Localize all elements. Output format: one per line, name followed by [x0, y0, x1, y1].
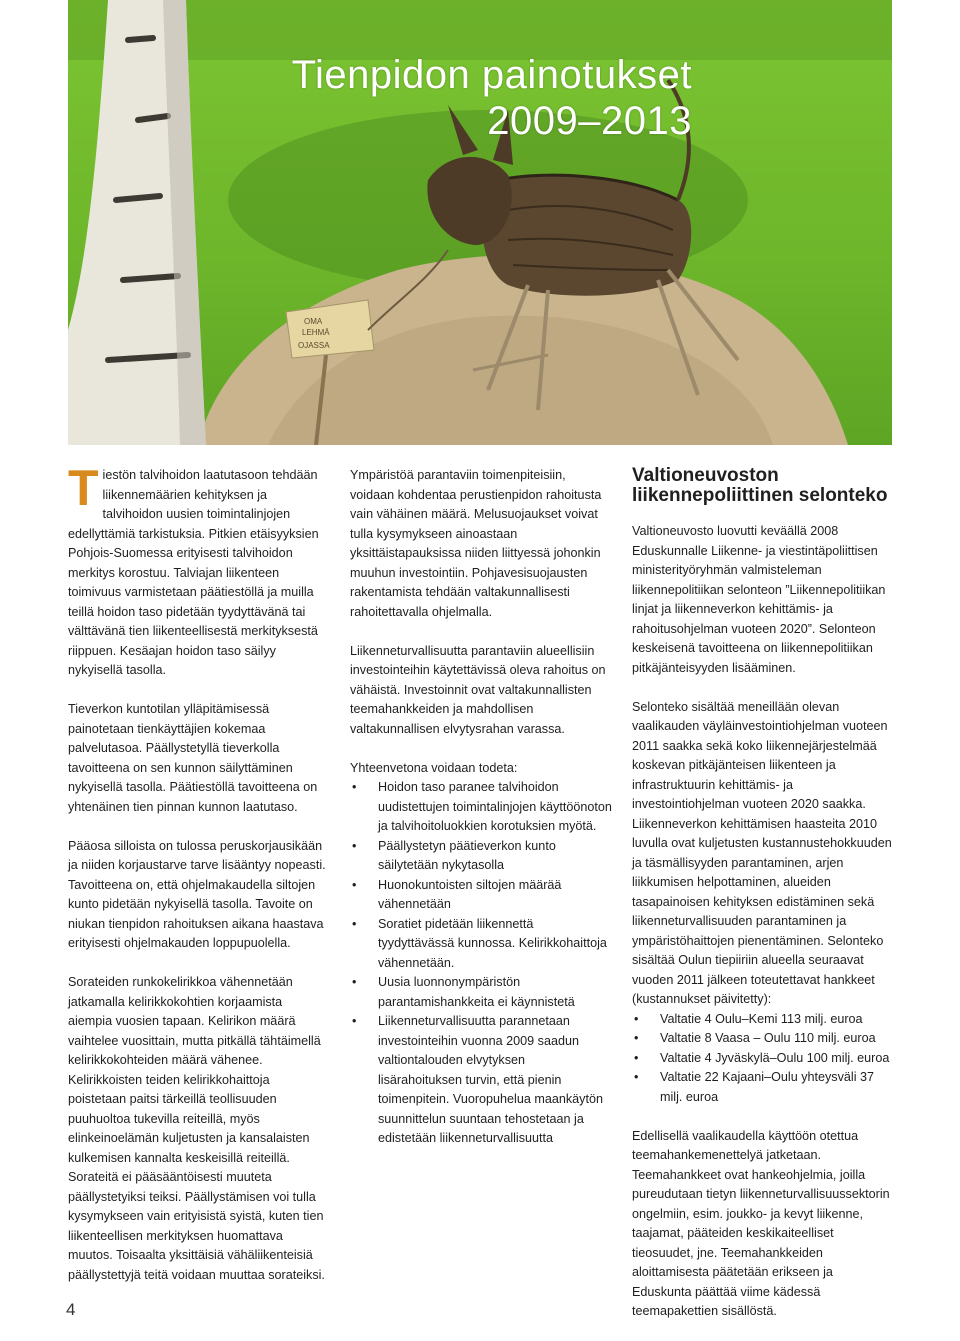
sign-text-1: OMA	[304, 317, 323, 326]
title-line-1: Tienpidon painotukset	[291, 53, 692, 97]
paragraph: Valtioneuvosto luovutti keväällä 2008 Eduskunnalle Liikenne- ja viestintäpoliittisen ministerityöryhmän valmisteleman liikennepolitiikan selonteon ”Liikennepolitiikan linjat ja liikenneverkon kehittämis- ja rahoitusohjelman vuoteen 2020”. Selonteon keskeisenä tavoitteena on liikennepolitiikan pitkäjänteisyyden lisääminen.	[632, 524, 886, 675]
project-list	[632, 1010, 894, 1108]
intro-paragraph	[68, 460, 326, 681]
summary-list	[350, 778, 612, 1149]
list-item: • Uusia luonnonympäristön parantamishankkeita ei käynnistetä	[350, 973, 612, 1012]
page-title	[68, 52, 692, 144]
paragraph: Liikenneturvallisuutta parantaviin alueellisiin investointeihin käytettävissä oleva rahoitus on vähäistä. Investoinnit ovat valtakunnallisten teemahankkeiden ja mahdollisen valtakunnallisen elvytysrahan varassa.	[350, 643, 606, 736]
list-item: • Valtatie 8 Vaasa – Oulu 110 milj. euroa	[632, 1029, 894, 1049]
sign-text-3: OJASSA	[298, 341, 330, 350]
cover-photo	[68, 0, 892, 445]
paragraph: Pääosa silloista on tulossa peruskorjausikään ja niiden korjaustarve tarve lisääntyy nopeasti. Tavoitteena on, että ohjelmakaudella siltojen kunto pidetään nykyisellä tasolla. Tavoite on niukan tienpidon rahoituksen aikana haastava erityisesti ohjelmakauden loppupuolella.	[68, 838, 326, 950]
list-item: • Valtatie 4 Oulu–Kemi 113 milj. euroa	[632, 1010, 894, 1030]
column-3	[632, 466, 894, 1341]
drop-cap: T	[68, 460, 99, 516]
summary-intro: Yhteenvetona voidaan todeta:	[350, 760, 518, 775]
title-line-2: 2009–2013	[487, 99, 692, 143]
list-item: • Hoidon taso paranee talvihoidon uudistettujen toimintalinjojen käyttöönoton ja talvihoitoluokkien korotuksien myötä.	[350, 778, 612, 837]
list-item: • Soratiet pidetään liikennettä tyydyttävässä kunnossa. Kelirikkohaittoja vähennetään.	[350, 915, 612, 974]
page-number: 4	[66, 1300, 76, 1319]
list-item: • Valtatie 4 Jyväskylä–Oulu 100 milj. euroa	[632, 1049, 894, 1069]
list-item: • Valtatie 22 Kajaani–Oulu yhteysväli 37 milj. euroa	[632, 1068, 894, 1107]
column-1	[68, 460, 326, 1305]
paragraph: Selonteko sisältää meneillään olevan vaalikauden väyläinvestointiohjelman vuoteen 2011 saakka sekä koko liikennejärjestelmää koskevan pitkäjänteisen liikenteen ja infrastruktuurin kehittämis- ja investointiohjelman vuoteen 2020 saakka. Liikenneverkon kehittämisen haasteita 2010 luvulla ovat kuljetusten kustannustehokkuuden ja täsmällisyyden parantaminen, arjen liikkumisen helpottaminen, alueiden tasapainoisen kehityksen edistäminen sekä liikenneturvallisuuden parantaminen ja ympäristöhaittojen pienentäminen. Selonteko sisältää Oulun tiepiiriin alueella seuraavat vuoden 2011 jälkeen toteutettavat hankkeet (kustannukset päivitetty):	[632, 699, 892, 1006]
paragraph: Edellisellä vaalikaudella käyttöön otettua teemahankemenettelyä jatketaan. Teemahankkeet ovat hankeohjelmia, joilla pureudutaan tietyn liikenneturvallisuussektorin ongelmiin, esim. joukko- ja kevyt liikenne, taajamat, pääteiden keskikaiteelliset tieosuudet, jne. Teemahankkeiden aloittamisesta päätetään erikseen ja Eduskunta päättää viime kädessä teemapakettien sisällöstä.	[632, 1128, 890, 1318]
paragraph: Ympäristöä parantaviin toimenpiteisiin, voidaan kohdentaa perustienpidon rahoitusta vain vähäinen määrä. Melusuojaukset voivat tulla kysymykseen ainoastaan yksittäistapauksissa niiden liittyessä johonkin muuhun investointiin. Pohjavesisuojausten rakentamista tehdään valtakunnallisesti rahoitettavalla ohjelmalla.	[350, 468, 602, 619]
sign-text-2: LEHMÄ	[302, 328, 330, 337]
section-heading: Valtioneuvoston liikennepoliittinen selonteko	[632, 465, 888, 506]
column-2	[350, 466, 612, 1168]
paragraph: Tieverkon kuntotilan ylläpitämisessä painotetaan tienkäyttäjien kokemaa palvelutasoa. Päällystetyllä tieverkolla tavoitteena on sen kunnon säilyttäminen nykyisellä tasolla. Päätiestöllä tavoitteena on yhtenäinen tien pinnan kunnon laatutaso.	[68, 702, 318, 814]
intro-text: iestön talvihoidon laatutasoon tehdään liikennemäärien kehityksen ja talvihoidon uusien toimintalinjojen edellyttämiä tarkistuksia. Pitkien etäisyyksien Pohjois-Suomessa erityisesti talvihoidon merkitys korostuu. Talviajan liikenteen toimivuus varmistetaan päätiestöllä ja muilla teillä hoidon taso pidetään tyydyttävänä tai välttävänä tien liikenteellisestä merkityksestä riippuen. Kesäajan hoidon taso säilyy nykyisellä tasolla.	[68, 468, 319, 677]
list-item: • Liikenneturvallisuutta parannetaan investointeihin vuonna 2009 saadun valtiontalouden elvytyksen lisärahoituksen turvin, että pienin toimenpitein. Vuoropuhelua maankäytön suunnittelun suuntaan tehostetaan ja edistetään liikenneturvallisuutta	[350, 1012, 612, 1149]
paragraph: Sorateiden runkokelirikkoa vähennetään jatkamalla kelirikkokohtien korjaamista aiempia vuosien tapaan. Kelirikon määrä vaihtelee vuosittain, mutta pitkällä tähtäimellä kelirikkokohteiden määrä vähenee. Kelirikkoisten teiden kelirikkohaittoja poistetaan paitsi tärkeillä teollisuuden puuhuoltoa tukevilla reiteillä, myös elinkeinoelämän kuljetusten ja kansalaisten kulkemisen kannalta keskeisillä reiteillä. Sorateitä ei pääsääntöisesti muuteta päällystetyiksi teiksi. Päällystämisen voi tulla kysymykseen vain erityisistä syistä, kuten tien liikenteellisen merkityksen huomattava muutos. Toisaalta yksittäisiä vähäliikenteisiä päällystettyjä teitä voidaan muuttaa sorateiksi.	[68, 975, 325, 1282]
list-item: • Päällystetyn päätieverkon kunto säilytetään nykytasolla	[350, 837, 612, 876]
list-item: • Huonokuntoisten siltojen määrää vähennetään	[350, 876, 612, 915]
